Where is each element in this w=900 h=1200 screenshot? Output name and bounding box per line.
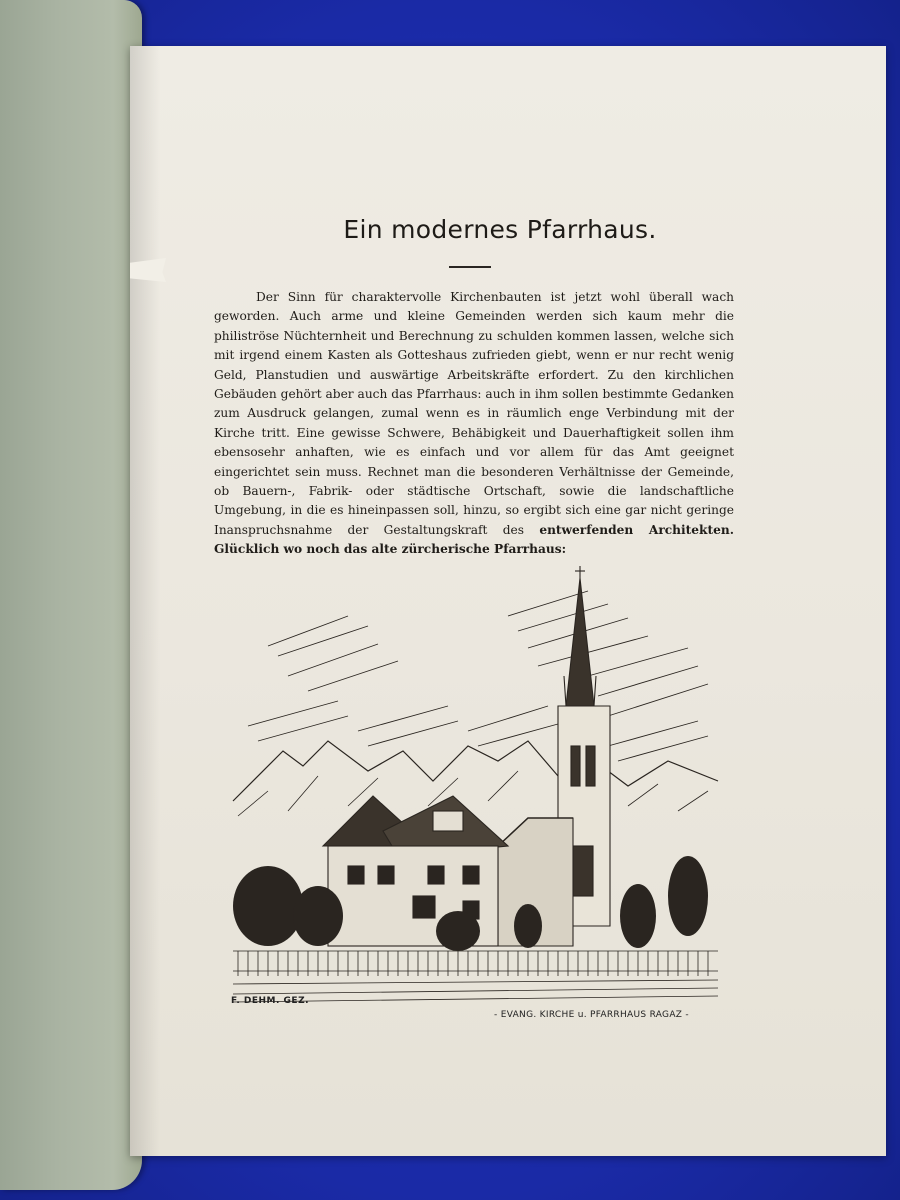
church-illustration [228, 556, 728, 1026]
fence [233, 951, 718, 976]
sky-hatching [248, 591, 708, 761]
body-paragraph [214, 288, 734, 560]
illustration-caption: - EVANG. KIRCHE u. PFARRHAUS RAGAZ - [494, 1010, 689, 1020]
paragraph-text: Der Sinn für charaktervolle Kirchenbauten ist jetzt wohl überall wach geworden. Auch arme und kleine Gemeinden werden sich kaum mehr die philiströse Nüchternheit und Berechnung zu schulden kommen lassen, welche sich mit irgend einem Kasten als Gotteshaus zufrieden giebt, wenn er nur recht wenig Geld, Planstudien und auswärtige Arbeitskräfte erfordert. Zu den kirchlichen Gebäuden gehört aber auch das Pfarrhaus: auch in ihm sollen bestimmte Gedanken zum Ausdruck gelangen, zumal wenn es in räumlich enge Verbindung mit der Kirche tritt. Eine gewisse Schwere, Behäbigkeit und Dauerhaftigkeit sollen ihm ebensosehr anhaften, wie es einfach und vor allem für das Amt geeignet eingerichtet sein muss. Rechnet man die besonderen Verhältnisse der Gemeinde, ob Bauern-, Fabrik- oder städtische Ortschaft, sowie die landschaftliche Umgebung, in die es hineinpassen soll, hinzu, so ergibt sich eine gar nicht geringe Inanspruchsnahme der Gestaltungskraft des [214, 290, 734, 537]
paragraph-end: entwerfenden Architekten. Glücklich wo noch das alte zürcherische Pfarrhaus: [214, 522, 734, 557]
parsonage-house [323, 796, 508, 946]
page-title: Ein modernes Pfarrhaus. [343, 215, 657, 244]
mountains [233, 741, 718, 801]
title-divider [449, 266, 491, 268]
book-cover-left [0, 0, 142, 1190]
artist-signature: F. DEHM. GEZ. [231, 996, 310, 1006]
